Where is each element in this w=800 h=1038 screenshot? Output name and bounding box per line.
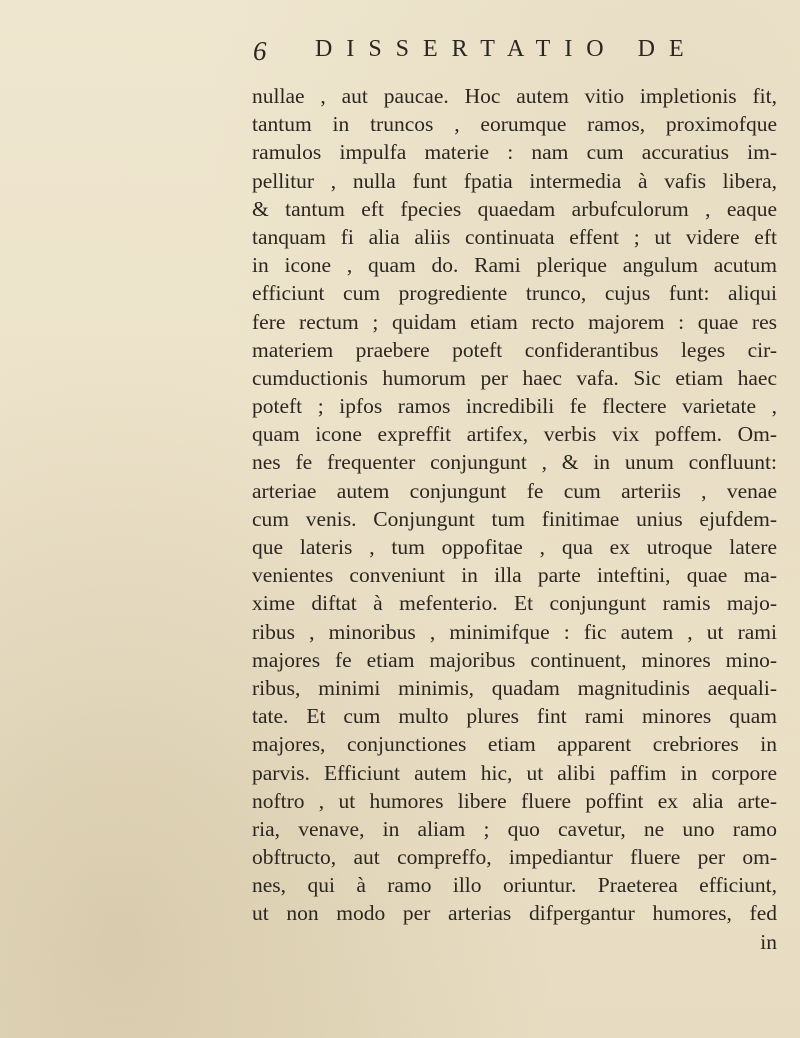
text-line: arteriae autem conjungunt fe cum arteriis , venae <box>252 478 777 503</box>
text-line: ribus, minimi minimis, quadam magnitudinis aequali- <box>252 675 777 700</box>
text-line: nes fe frequenter conjungunt , & in unum confluunt: <box>252 450 777 475</box>
text-line: ria, venave, in aliam ; quo cavetur, ne uno ramo <box>252 816 777 841</box>
text-line: pellitur , nulla funt fpatia intermedia à vafis libera, <box>252 168 777 193</box>
text-line: xime diftat à mefenterio. Et conjungunt ramis majo- <box>252 591 777 616</box>
text-line: fere rectum ; quidam etiam recto majorem : quae res <box>252 309 777 334</box>
text-line: nullae , aut paucae. Hoc autem vitio impletionis fit, <box>252 84 777 108</box>
text-line: poteft ; ipfos ramos incredibili fe flectere varietate , <box>252 394 777 419</box>
text-line: obftructo, aut compreffo, impediantur fluere per om- <box>252 845 777 870</box>
text-line: ut non modo per arterias difpergantur humores, fed <box>252 901 777 926</box>
text-line: venientes conveniunt in illa parte inteftini, quae ma- <box>252 563 777 588</box>
page-header <box>245 32 765 72</box>
text-line: cum venis. Conjungunt tum finitimae unius ejufdem- <box>252 506 777 531</box>
text-line: parvis. Efficiunt autem hic, ut alibi paffim in corpore <box>252 760 777 785</box>
text-line: in icone , quam do. Rami plerique angulum acutum <box>252 253 777 278</box>
text-line: materiem praebere poteft confiderantibus leges cir- <box>252 337 777 362</box>
catchword: in <box>760 929 777 954</box>
text-line: ribus , minoribus , minimifque : fic autem , ut rami <box>252 619 777 644</box>
text-line: quam icone expreffit artifex, verbis vix poffem. Om- <box>252 422 777 447</box>
text-line: tate. Et cum multo plures fint rami minores quam <box>252 704 777 729</box>
text-line: ramulos impulfa materie : nam cum accuratius im- <box>252 140 777 165</box>
text-line: & tantum eft fpecies quaedam arbufculorum , eaque <box>252 196 777 221</box>
text-line: que lateris , tum oppofitae , qua ex utroque latere <box>252 535 777 559</box>
text-line: noftro , ut humores libere fluere poffint ex alia arte- <box>252 788 777 813</box>
page-number: 6 <box>253 36 267 66</box>
running-title: DISSERTATIO DE <box>315 36 698 62</box>
text-line: tantum in truncos , eorumque ramos, proximofque <box>252 112 777 137</box>
text-line: cumductionis humorum per haec vafa. Sic etiam haec <box>252 365 777 390</box>
text-line: nes, qui à ramo illo oriuntur. Praeterea efficiunt, <box>252 873 777 898</box>
body-text <box>252 82 777 956</box>
text-line: majores fe etiam majoribus continuent, minores mino- <box>252 647 777 672</box>
text-line: majores, conjunctiones etiam apparent crebriores in <box>252 732 777 757</box>
text-line: efficiunt cum progrediente trunco, cujus funt: aliqui <box>252 281 777 306</box>
text-line: tanquam fi alia aliis continuata effent ; ut videre eft <box>252 224 777 249</box>
